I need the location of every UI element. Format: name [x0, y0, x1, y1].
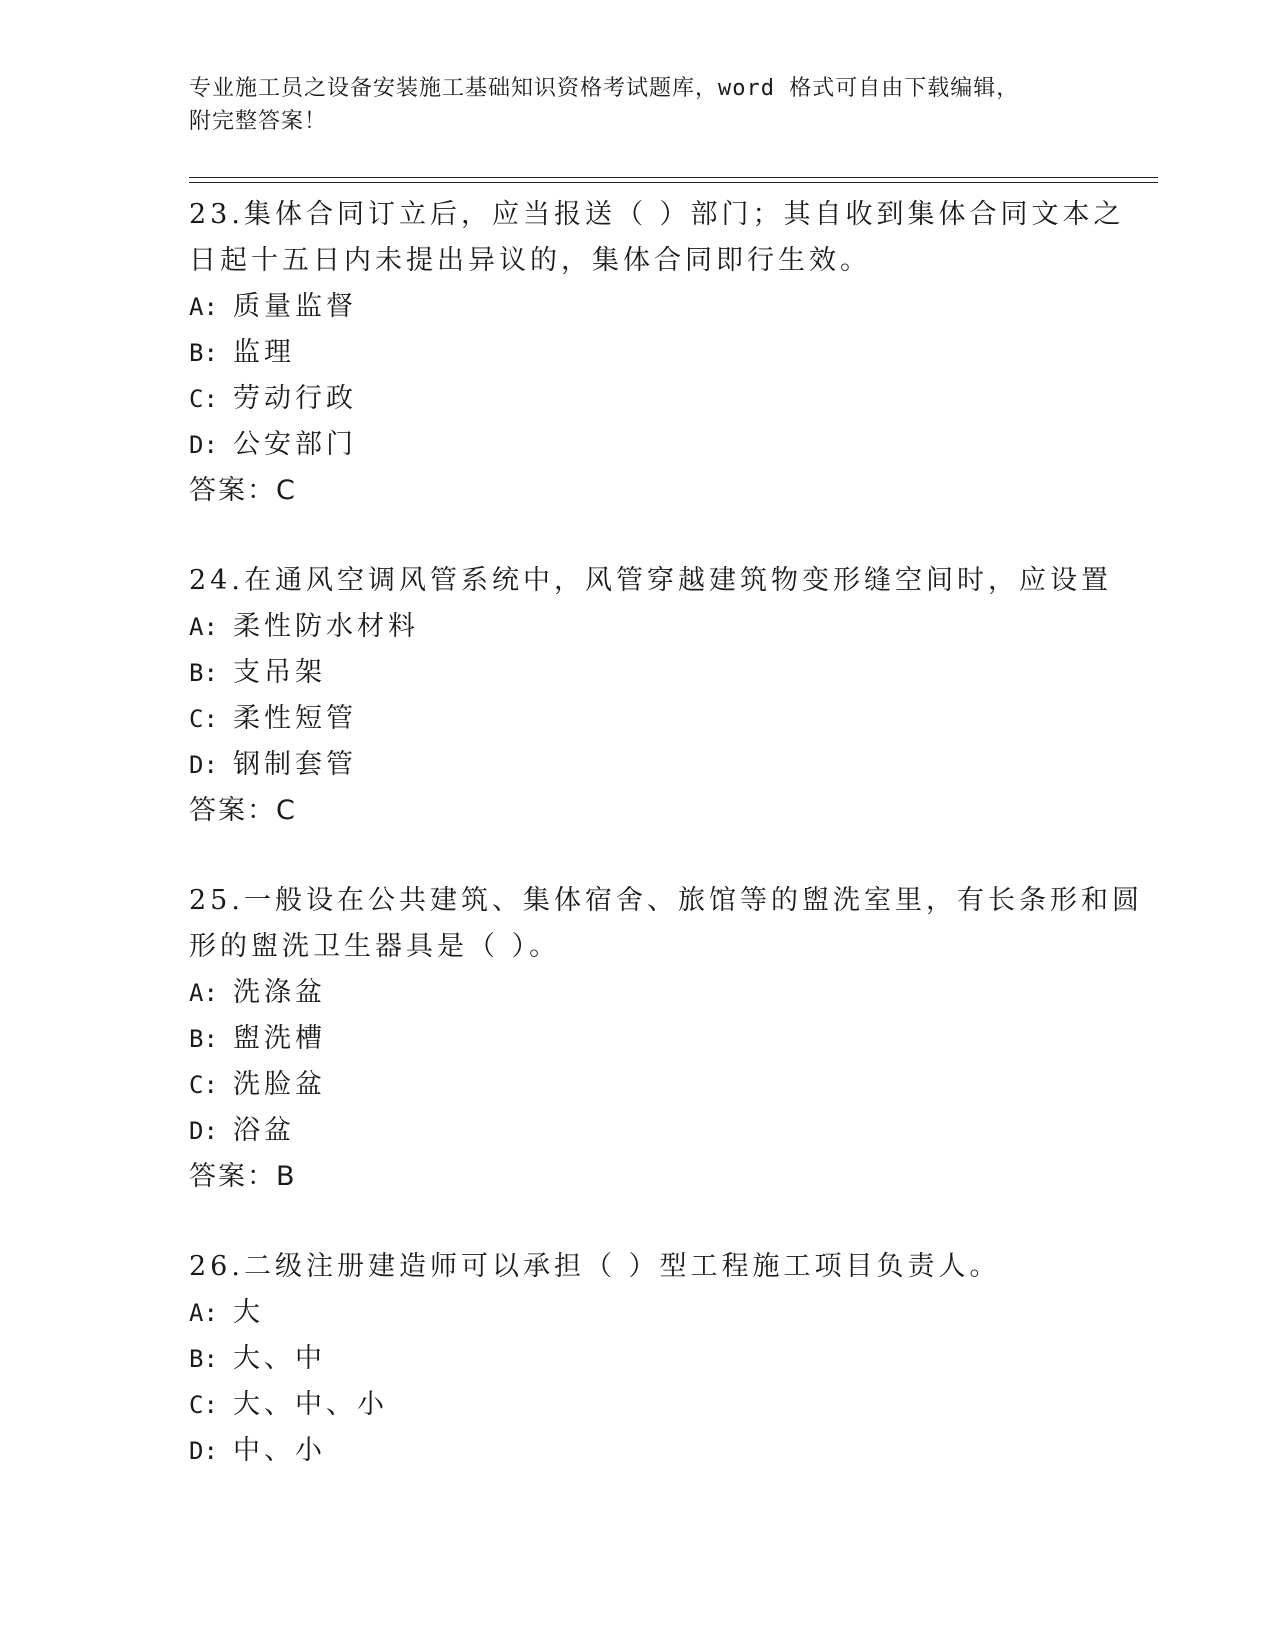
option-letter: D:: [189, 751, 218, 779]
question-26: [189, 1244, 1139, 1474]
option-text: 柔性短管: [233, 703, 357, 734]
question-list: [189, 192, 1143, 1518]
option-text: 钢制套管: [233, 749, 357, 780]
option-letter: A:: [189, 613, 218, 641]
answer-label: 答案：B: [189, 1161, 297, 1192]
option-letter: B:: [189, 1025, 218, 1053]
option-d: [189, 422, 1139, 468]
option-b: [189, 1336, 1139, 1382]
document-header: [189, 72, 1089, 138]
header-divider-top: [189, 177, 1158, 178]
option-c: [189, 376, 1139, 422]
option-c: [189, 1062, 1139, 1108]
option-a: [189, 970, 1139, 1016]
option-c: [189, 1382, 1139, 1428]
option-text: 柔性防水材料: [233, 611, 419, 642]
option-text: 盥洗槽: [233, 1023, 326, 1054]
option-a: [189, 604, 1139, 650]
option-d: [189, 742, 1139, 788]
header-line-1: 专业施工员之设备安装施工基础知识资格考试题库，word 格式可自由下载编辑，: [189, 76, 1020, 101]
option-text: 浴盆: [233, 1115, 295, 1146]
answer-label: 答案：C: [189, 795, 297, 826]
option-text: 公安部门: [233, 429, 357, 460]
option-text: 质量监督: [233, 291, 357, 322]
option-letter: A:: [189, 979, 218, 1007]
option-letter: D:: [189, 431, 218, 459]
option-letter: A:: [189, 293, 218, 321]
option-b: [189, 1016, 1139, 1062]
option-letter: C:: [189, 705, 218, 733]
option-letter: B:: [189, 1345, 218, 1373]
option-letter: B:: [189, 659, 218, 687]
option-letter: C:: [189, 385, 218, 413]
question-stem-line: 形的盥洗卫生器具是（ ）。: [189, 931, 561, 962]
question-25: [189, 878, 1143, 1200]
option-text: 洗涤盆: [233, 977, 326, 1008]
question-23: [189, 192, 1139, 514]
option-c: [189, 696, 1139, 742]
header-divider-bottom: [189, 182, 1158, 183]
option-text: 大、中: [233, 1343, 326, 1374]
header-line-2: 附完整答案！: [189, 109, 328, 134]
option-text: 劳动行政: [233, 383, 357, 414]
option-a: [189, 284, 1139, 330]
option-letter: B:: [189, 339, 218, 367]
option-text: 中、小: [233, 1435, 326, 1466]
option-text: 大、中、小: [233, 1389, 388, 1420]
option-d: [189, 1428, 1139, 1474]
question-stem-line: 26.二级注册建造师可以承担（ ）型工程施工项目负责人。: [189, 1251, 1001, 1282]
question-stem-line: 25.一般设在公共建筑、集体宿舍、旅馆等的盥洗室里，有长条形和圆: [189, 885, 1143, 916]
option-letter: D:: [189, 1437, 218, 1465]
option-text: 支吊架: [233, 657, 326, 688]
question-stem-line: 日起十五日内未提出异议的，集体合同即行生效。: [189, 245, 871, 276]
question-stem-line: 24.在通风空调风管系统中，风管穿越建筑物变形缝空间时，应设置: [189, 565, 1112, 596]
option-letter: C:: [189, 1071, 218, 1099]
option-letter: C:: [189, 1391, 218, 1419]
option-d: [189, 1108, 1139, 1154]
question-24: [189, 558, 1139, 834]
option-b: [189, 330, 1139, 376]
option-letter: D:: [189, 1117, 218, 1145]
option-b: [189, 650, 1139, 696]
option-letter: A:: [189, 1299, 218, 1327]
answer-label: 答案：C: [189, 475, 297, 506]
option-a: [189, 1290, 1139, 1336]
option-text: 大: [233, 1297, 264, 1328]
option-text: 洗脸盆: [233, 1069, 326, 1100]
option-text: 监理: [233, 337, 295, 368]
question-stem-line: 23.集体合同订立后，应当报送（ ）部门；其自收到集体合同文本之: [189, 199, 1125, 230]
